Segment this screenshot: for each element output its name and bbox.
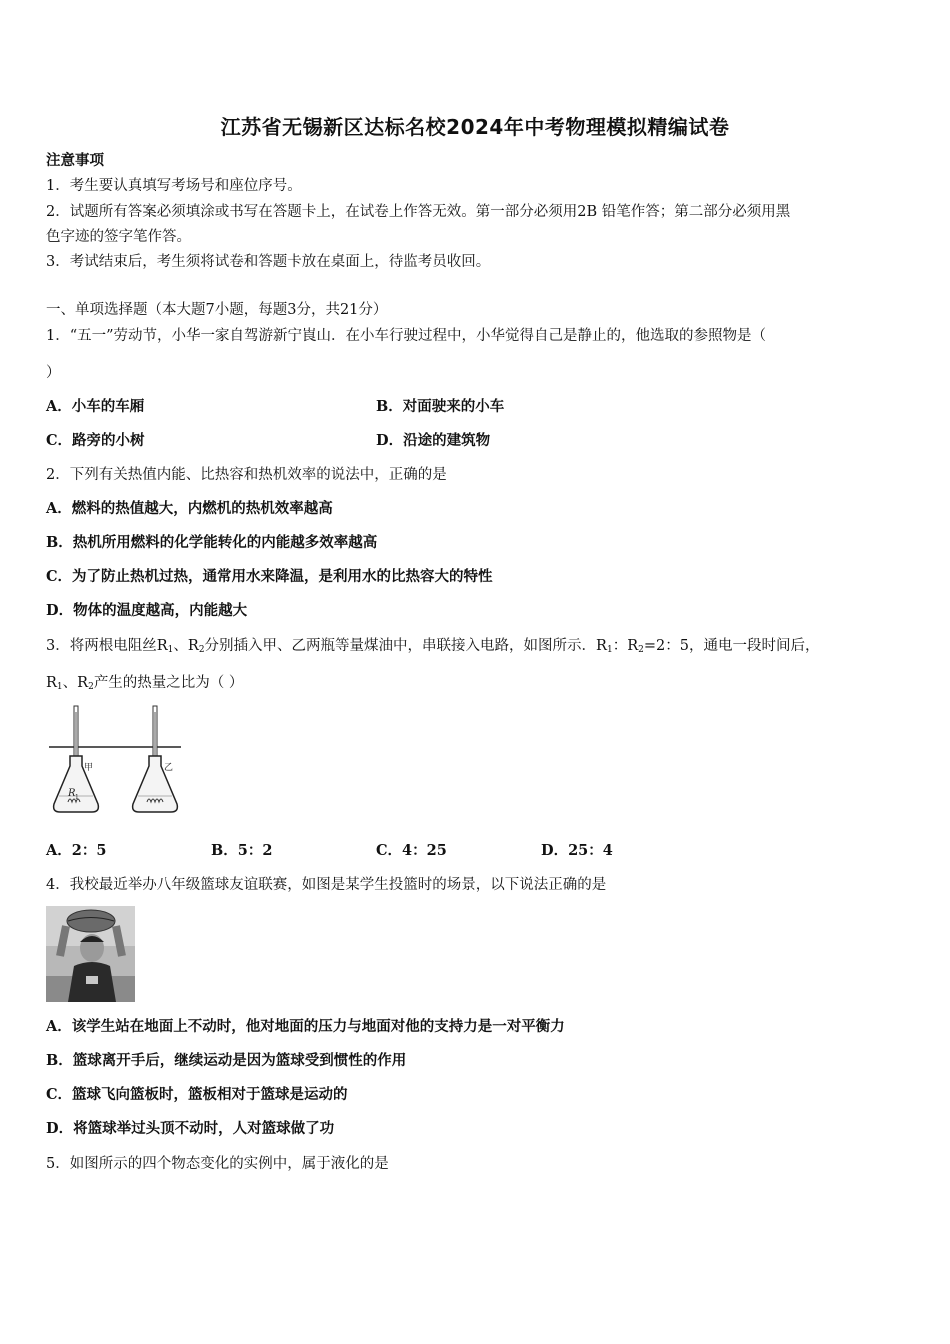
notice-item: 2．试题所有答案必须填涂或书写在答题卡上，在试卷上作答无效。第一部分必须用2B 铅笔作答；第二部分必须用黑 <box>46 204 791 220</box>
notice-item: 色字迹的签字笔作答。 <box>46 229 191 245</box>
q4-option-a: A．该学生站在地面上不动时，他对地面的压力与地面对他的支持力是一对平衡力 <box>46 1018 565 1035</box>
flask-label-jia: 甲 <box>84 763 94 773</box>
question-3-stem-line2: $R_1$、$R_2$产生的热量之比为（ ） <box>46 675 244 692</box>
question-4-stem: 4．我校最近举办八年级篮球友谊联赛，如图是某学生投篮时的场景，以下说法正确的是 <box>46 877 607 893</box>
flask-jia <box>54 706 99 812</box>
q4-option-d: D．将篮球举过头顶不动时，人对篮球做了功 <box>46 1120 335 1137</box>
notice-heading: 注意事项 <box>46 152 104 169</box>
flask-label-yi: 乙 <box>164 763 174 773</box>
q3-option-a: A．2：5 <box>46 842 107 859</box>
q2-option-c: C．为了防止热机过热，通常用水来降温，是利用水的比热容大的特性 <box>46 568 493 585</box>
question-2-stem: 2．下列有关热值内能、比热容和热机效率的说法中，正确的是 <box>46 467 447 483</box>
resistor-label-sub: 1 <box>75 794 79 801</box>
section-heading: 一、单项选择题（本大题7小题，每题3分，共21分） <box>46 302 388 318</box>
question-5-stem: 5．如图所示的四个物态变化的实例中，属于液化的是 <box>46 1156 389 1172</box>
basketball-player-photo <box>46 906 135 1002</box>
q2-option-d: D．物体的温度越高，内能越大 <box>46 602 248 619</box>
question-1-stem-end: ） <box>46 365 61 381</box>
question-1-stem: 1．“五一”劳动节，小华一家自驾游新宁崀山．在小车行驶过程中，小华觉得自己是静止的，他选取的参照物是（ <box>46 328 767 344</box>
q1-option-c: C．路旁的小树 <box>46 432 145 449</box>
q4-option-c: C．篮球飞向篮板时，篮板相对于篮球是运动的 <box>46 1086 348 1103</box>
q1-option-b: B．对面驶来的小车 <box>376 398 505 415</box>
q4-option-b: B．篮球离开手后，继续运动是因为篮球受到惯性的作用 <box>46 1052 407 1069</box>
notice-item: 3．考试结束后，考生须将试卷和答题卡放在桌面上，待监考员收回。 <box>46 254 491 270</box>
q2-option-a: A．燃料的热值越大，内燃机的热机效率越高 <box>46 500 333 517</box>
q1-option-d: D．沿途的建筑物 <box>376 432 491 449</box>
page-title: 江苏省无锡新区达标名校2024年中考物理模拟精编试卷 <box>220 115 730 139</box>
question-3-stem: 3．将两根电阻丝$R_1$、$R_2$分别插入甲、乙两瓶等量煤油中，串联接入电路，如图所示．$R_1$：$R_2=2$：5，通电一段时间后， <box>46 638 820 655</box>
notice-item: 1．考生要认真填写考场号和座位序号。 <box>46 178 302 194</box>
q3-option-c: C．4：25 <box>376 842 447 859</box>
q2-option-b: B．热机所用燃料的化学能转化的内能越多效率越高 <box>46 534 378 551</box>
resistor-label: R <box>68 788 76 799</box>
flask-yi <box>133 706 178 812</box>
q3-option-b: B．5：2 <box>211 842 273 859</box>
q3-option-d: D．25：4 <box>541 842 613 859</box>
flasks-circuit-figure <box>46 704 186 818</box>
q1-option-a: A．小车的车厢 <box>46 398 145 415</box>
